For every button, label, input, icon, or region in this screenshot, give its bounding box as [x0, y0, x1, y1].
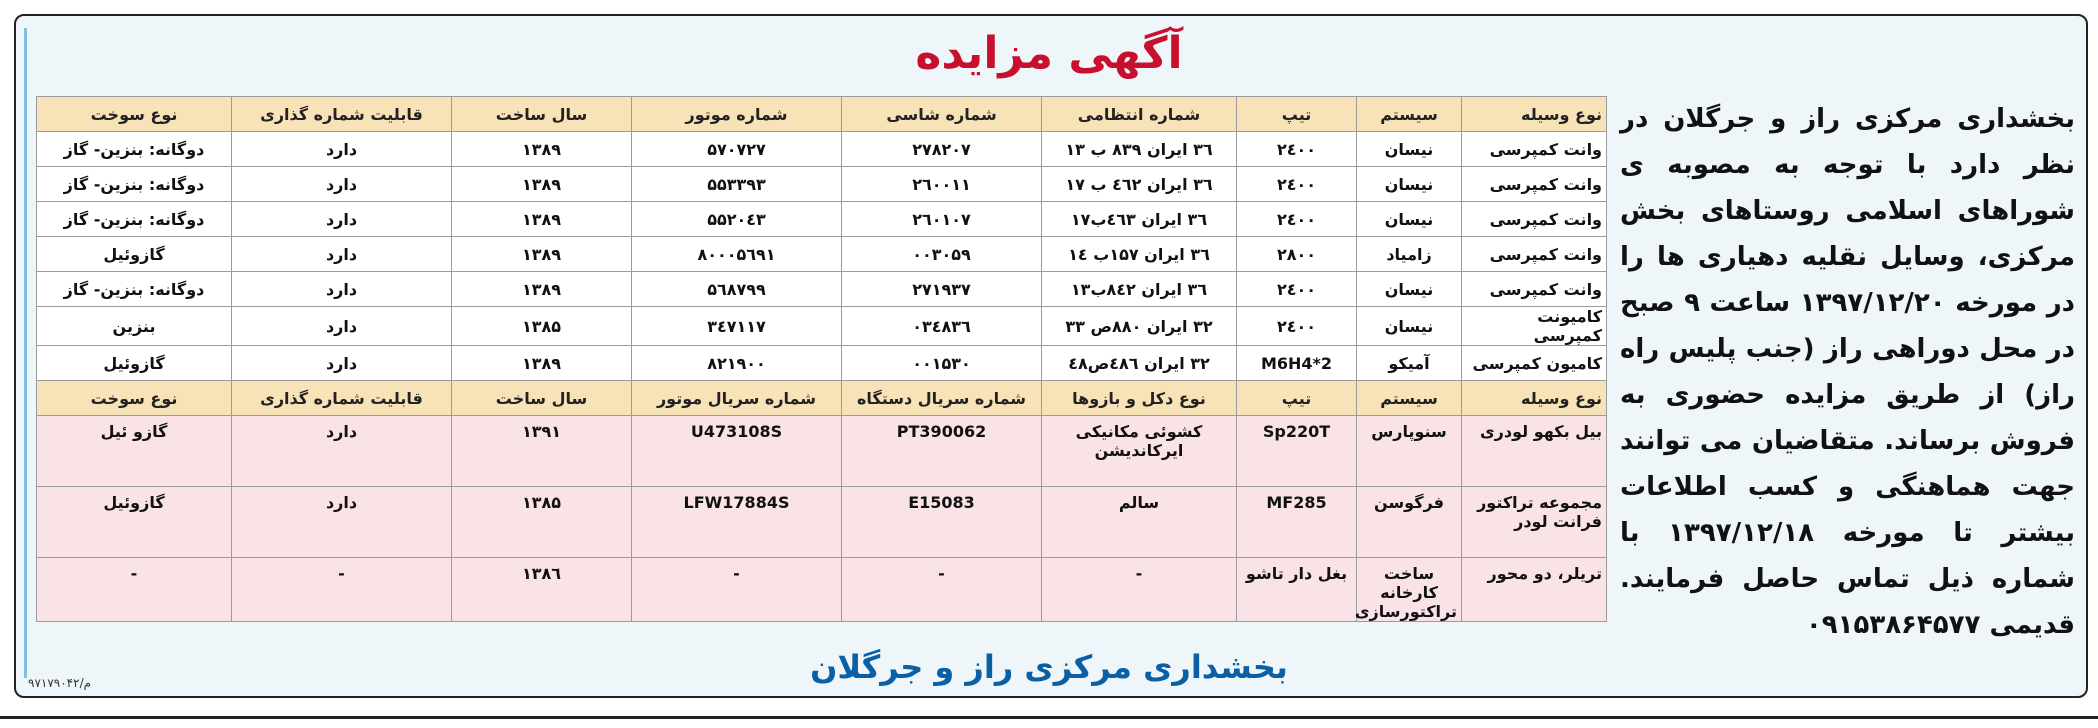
table1-row-cell: گازوئیل	[37, 346, 232, 381]
table1-row-cell: ۱۳۸۹	[452, 237, 632, 272]
notice-body-text: بخشداری مرکزی راز و جرگلان در نظر دارد با توجه به مصوبه ی شوراهای اسلامی روستاهای بخش مرکزی، وسایل نقلیه دهیاری ها را در مورخه ۱۳۹۷/۱۲/۲۰ ساعت ۹ صبح در محل دوراهی راز (جنب پلیس راه راز) از طریق مزایده حضوری به فروش برساند. متقاضیان می توانند جهت هماهنگی و کسب اطلاعات بیشتر تا مورخه ۱۳۹۷/۱۲/۱۸ با شماره ذیل تماس حاصل فرمایند. قدیمی ۰۹۱۵۳۸۶۴۵۷۷	[1620, 104, 2076, 640]
table2-header-row-cell: سیستم	[1357, 381, 1462, 416]
table2-row	[37, 558, 1607, 622]
table1-row-cell: وانت کمپرسی	[1462, 272, 1607, 307]
table1-header-row-cell: تیپ	[1237, 97, 1357, 132]
table2-header-row-cell: نوع سوخت	[37, 381, 232, 416]
table1-row-cell: نیسان	[1357, 132, 1462, 167]
table1-row-cell: ۲٤۰۰	[1237, 167, 1357, 202]
table1-header-row-cell: شماره انتظامی	[1042, 97, 1237, 132]
table2-row-cell: گازوئیل	[37, 487, 232, 558]
table1-row-cell: ۳٦ ایران ۸۳۹ ب ۱۳	[1042, 132, 1237, 167]
table2-row-cell: کشوئی مکانیکی ایرکاندیشن	[1042, 416, 1237, 487]
table2-row-cell: PT390062	[842, 416, 1042, 487]
reference-code: م/۹۷۱۷۹۰۴۲	[28, 676, 92, 690]
table1-header-row-cell: سیستم	[1357, 97, 1462, 132]
table1-row-cell: ۲۸۰۰	[1237, 237, 1357, 272]
table1-row-cell: ۰۳٤۸۳٦	[842, 307, 1042, 346]
table2-row-cell: فرگوسن	[1357, 487, 1462, 558]
table1-row-cell: دارد	[232, 167, 452, 202]
table2-row-cell: -	[37, 558, 232, 622]
table1-row	[37, 307, 1607, 346]
table2-row-cell: تریلر، دو محور	[1462, 558, 1607, 622]
table1-row-cell: ۳٦ ایران ۱۵۷ب ۱٤	[1042, 237, 1237, 272]
table1-row-cell: آمیکو	[1357, 346, 1462, 381]
auction-table	[36, 96, 1607, 622]
table2-header-row-cell: نوع دکل و بازوها	[1042, 381, 1237, 416]
table2-row-cell: ۱۳۹۱	[452, 416, 632, 487]
table2-row-cell: بغل دار تاشو	[1237, 558, 1357, 622]
table1-row-cell: M6H4*2	[1237, 346, 1357, 381]
table2-row-cell: -	[232, 558, 452, 622]
table1-row-cell: دارد	[232, 237, 452, 272]
decorative-bar	[24, 28, 27, 678]
table1-row-cell: ۳۲ ایران ٤۸٦ص٤۸	[1042, 346, 1237, 381]
table1-row-cell: کامیونت کمپرسی	[1462, 307, 1607, 346]
table1-row-cell: ۲٦۰۰۱۱	[842, 167, 1042, 202]
table1-row-cell: گازوئیل	[37, 237, 232, 272]
table1-header-row-cell: سال ساخت	[452, 97, 632, 132]
table1-row-cell: ۱۳۸۵	[452, 307, 632, 346]
table2-row-cell: ۱۳۸۵	[452, 487, 632, 558]
table1-row-cell: ۳٦ ایران ۸٤۲ب۱۳	[1042, 272, 1237, 307]
table1-row-cell: دارد	[232, 202, 452, 237]
table1-row-cell: وانت کمپرسی	[1462, 202, 1607, 237]
table1-row-cell: وانت کمپرسی	[1462, 237, 1607, 272]
table2-row-cell: Sp220T	[1237, 416, 1357, 487]
table1-row-cell: دوگانه: بنزین- گاز	[37, 132, 232, 167]
table1-row-cell: ۱۳۸۹	[452, 272, 632, 307]
table1-row-cell: ۳۲ ایران ۸۸۰ص ۳۳	[1042, 307, 1237, 346]
table1-row-cell: ۵٦۸۷۹۹	[632, 272, 842, 307]
table2-header-row-cell: شماره سریال دستگاه	[842, 381, 1042, 416]
table1-row-cell: زامیاد	[1357, 237, 1462, 272]
table1-row-cell: ۰۰۳۰۵۹	[842, 237, 1042, 272]
table2-header-row-cell: قابلیت شماره گذاری	[232, 381, 452, 416]
table2-row	[37, 487, 1607, 558]
table1-row-cell: کامیون کمپرسی	[1462, 346, 1607, 381]
table1-row-cell: ۵۷۰۷۲۷	[632, 132, 842, 167]
table2-row-cell: بیل بکهو لودری	[1462, 416, 1607, 487]
table1-row-cell: ۳٦ ایران ٤٦۲ ب ۱۷	[1042, 167, 1237, 202]
table1-row	[37, 272, 1607, 307]
table2-header-row	[37, 381, 1607, 416]
table2-header-row-cell: شماره سریال موتور	[632, 381, 842, 416]
table2-row-cell: MF285	[1237, 487, 1357, 558]
table1-row-cell: ۲٦۰۱۰۷	[842, 202, 1042, 237]
table2-header-row-cell: سال ساخت	[452, 381, 632, 416]
table1-row-cell: دارد	[232, 307, 452, 346]
table2-row-cell: دارد	[232, 416, 452, 487]
table1-row-cell: ۸۲۱۹۰۰	[632, 346, 842, 381]
table2-row-cell: U473108S	[632, 416, 842, 487]
table1-row-cell: نیسان	[1357, 272, 1462, 307]
table1-row-cell: ۱۳۸۹	[452, 202, 632, 237]
table1-row-cell: دارد	[232, 132, 452, 167]
table1-header-row-cell: نوع وسیله	[1462, 97, 1607, 132]
table1-row-cell: دوگانه: بنزین- گاز	[37, 272, 232, 307]
table1-header-row-cell: نوع سوخت	[37, 97, 232, 132]
table1-row-cell: ۲٤۰۰	[1237, 272, 1357, 307]
bottom-rule	[0, 716, 2098, 719]
table2-header-row-cell: نوع وسیله	[1462, 381, 1607, 416]
table1-header-row-cell: شماره موتور	[632, 97, 842, 132]
table2-row-cell: -	[632, 558, 842, 622]
table1-row-cell: ۵۵۳۳۹۳	[632, 167, 842, 202]
table1-row	[37, 346, 1607, 381]
table1-row-cell: وانت کمپرسی	[1462, 132, 1607, 167]
table1-row-cell: دوگانه: بنزین- گاز	[37, 202, 232, 237]
table2-row-cell: سنوپارس	[1357, 416, 1462, 487]
table1-header-row	[37, 97, 1607, 132]
table1-row	[37, 132, 1607, 167]
footer-title: بخشداری مرکزی راز و جرگلان	[810, 648, 1288, 686]
table1-row-cell: ۲٤۰۰	[1237, 202, 1357, 237]
table1-row-cell: ۲۷۸۲۰۷	[842, 132, 1042, 167]
table1-row	[37, 237, 1607, 272]
table1-row-cell: ۳٤۷۱۱۷	[632, 307, 842, 346]
table1-row-cell: وانت کمپرسی	[1462, 167, 1607, 202]
table1-header-row-cell: شماره شاسی	[842, 97, 1042, 132]
table2-row-cell: گازو ئیل	[37, 416, 232, 487]
table1-row-cell: ۲٤۰۰	[1237, 132, 1357, 167]
table1-row-cell: ۵۵۲۰٤۳	[632, 202, 842, 237]
table2-row-cell: مجموعه تراکتور فرانت لودر	[1462, 487, 1607, 558]
table2-row	[37, 416, 1607, 487]
table1-row-cell: ۰۰۱۵۳۰	[842, 346, 1042, 381]
table2-row-cell: -	[842, 558, 1042, 622]
table1-row-cell: نیسان	[1357, 202, 1462, 237]
table1-header-row-cell: قابلیت شماره گذاری	[232, 97, 452, 132]
table1-row-cell: ۳٦ ایران ٤٦۳ب۱۷	[1042, 202, 1237, 237]
table1-row-cell: دارد	[232, 272, 452, 307]
table2-row-cell: -	[1042, 558, 1237, 622]
table1-row-cell: دارد	[232, 346, 452, 381]
table2-row-cell: ساخت کارخانه تراکتورسازی	[1357, 558, 1462, 622]
table1-row-cell: ۱۳۸۹	[452, 132, 632, 167]
table1-row-cell: ۱۳۸۹	[452, 346, 632, 381]
table2-row-cell: دارد	[232, 487, 452, 558]
table1-row-cell: بنزین	[37, 307, 232, 346]
table1-row-cell: نیسان	[1357, 307, 1462, 346]
table1-row	[37, 202, 1607, 237]
table2-row-cell: LFW17884S	[632, 487, 842, 558]
table2-header-row-cell: تیپ	[1237, 381, 1357, 416]
table2-row-cell: E15083	[842, 487, 1042, 558]
notice-title: آگهی مزایده	[915, 28, 1183, 79]
table1-row-cell: ۲۷۱۹۳۷	[842, 272, 1042, 307]
table1-row-cell: نیسان	[1357, 167, 1462, 202]
table1-row	[37, 167, 1607, 202]
table2-row-cell: ۱۳۸٦	[452, 558, 632, 622]
table1-row-cell: ۱۳۸۹	[452, 167, 632, 202]
table1-row-cell: دوگانه: بنزین- گاز	[37, 167, 232, 202]
table1-row-cell: ۲٤۰۰	[1237, 307, 1357, 346]
table1-row-cell: ۸۰۰۰۵٦۹۱	[632, 237, 842, 272]
table2-row-cell: سالم	[1042, 487, 1237, 558]
